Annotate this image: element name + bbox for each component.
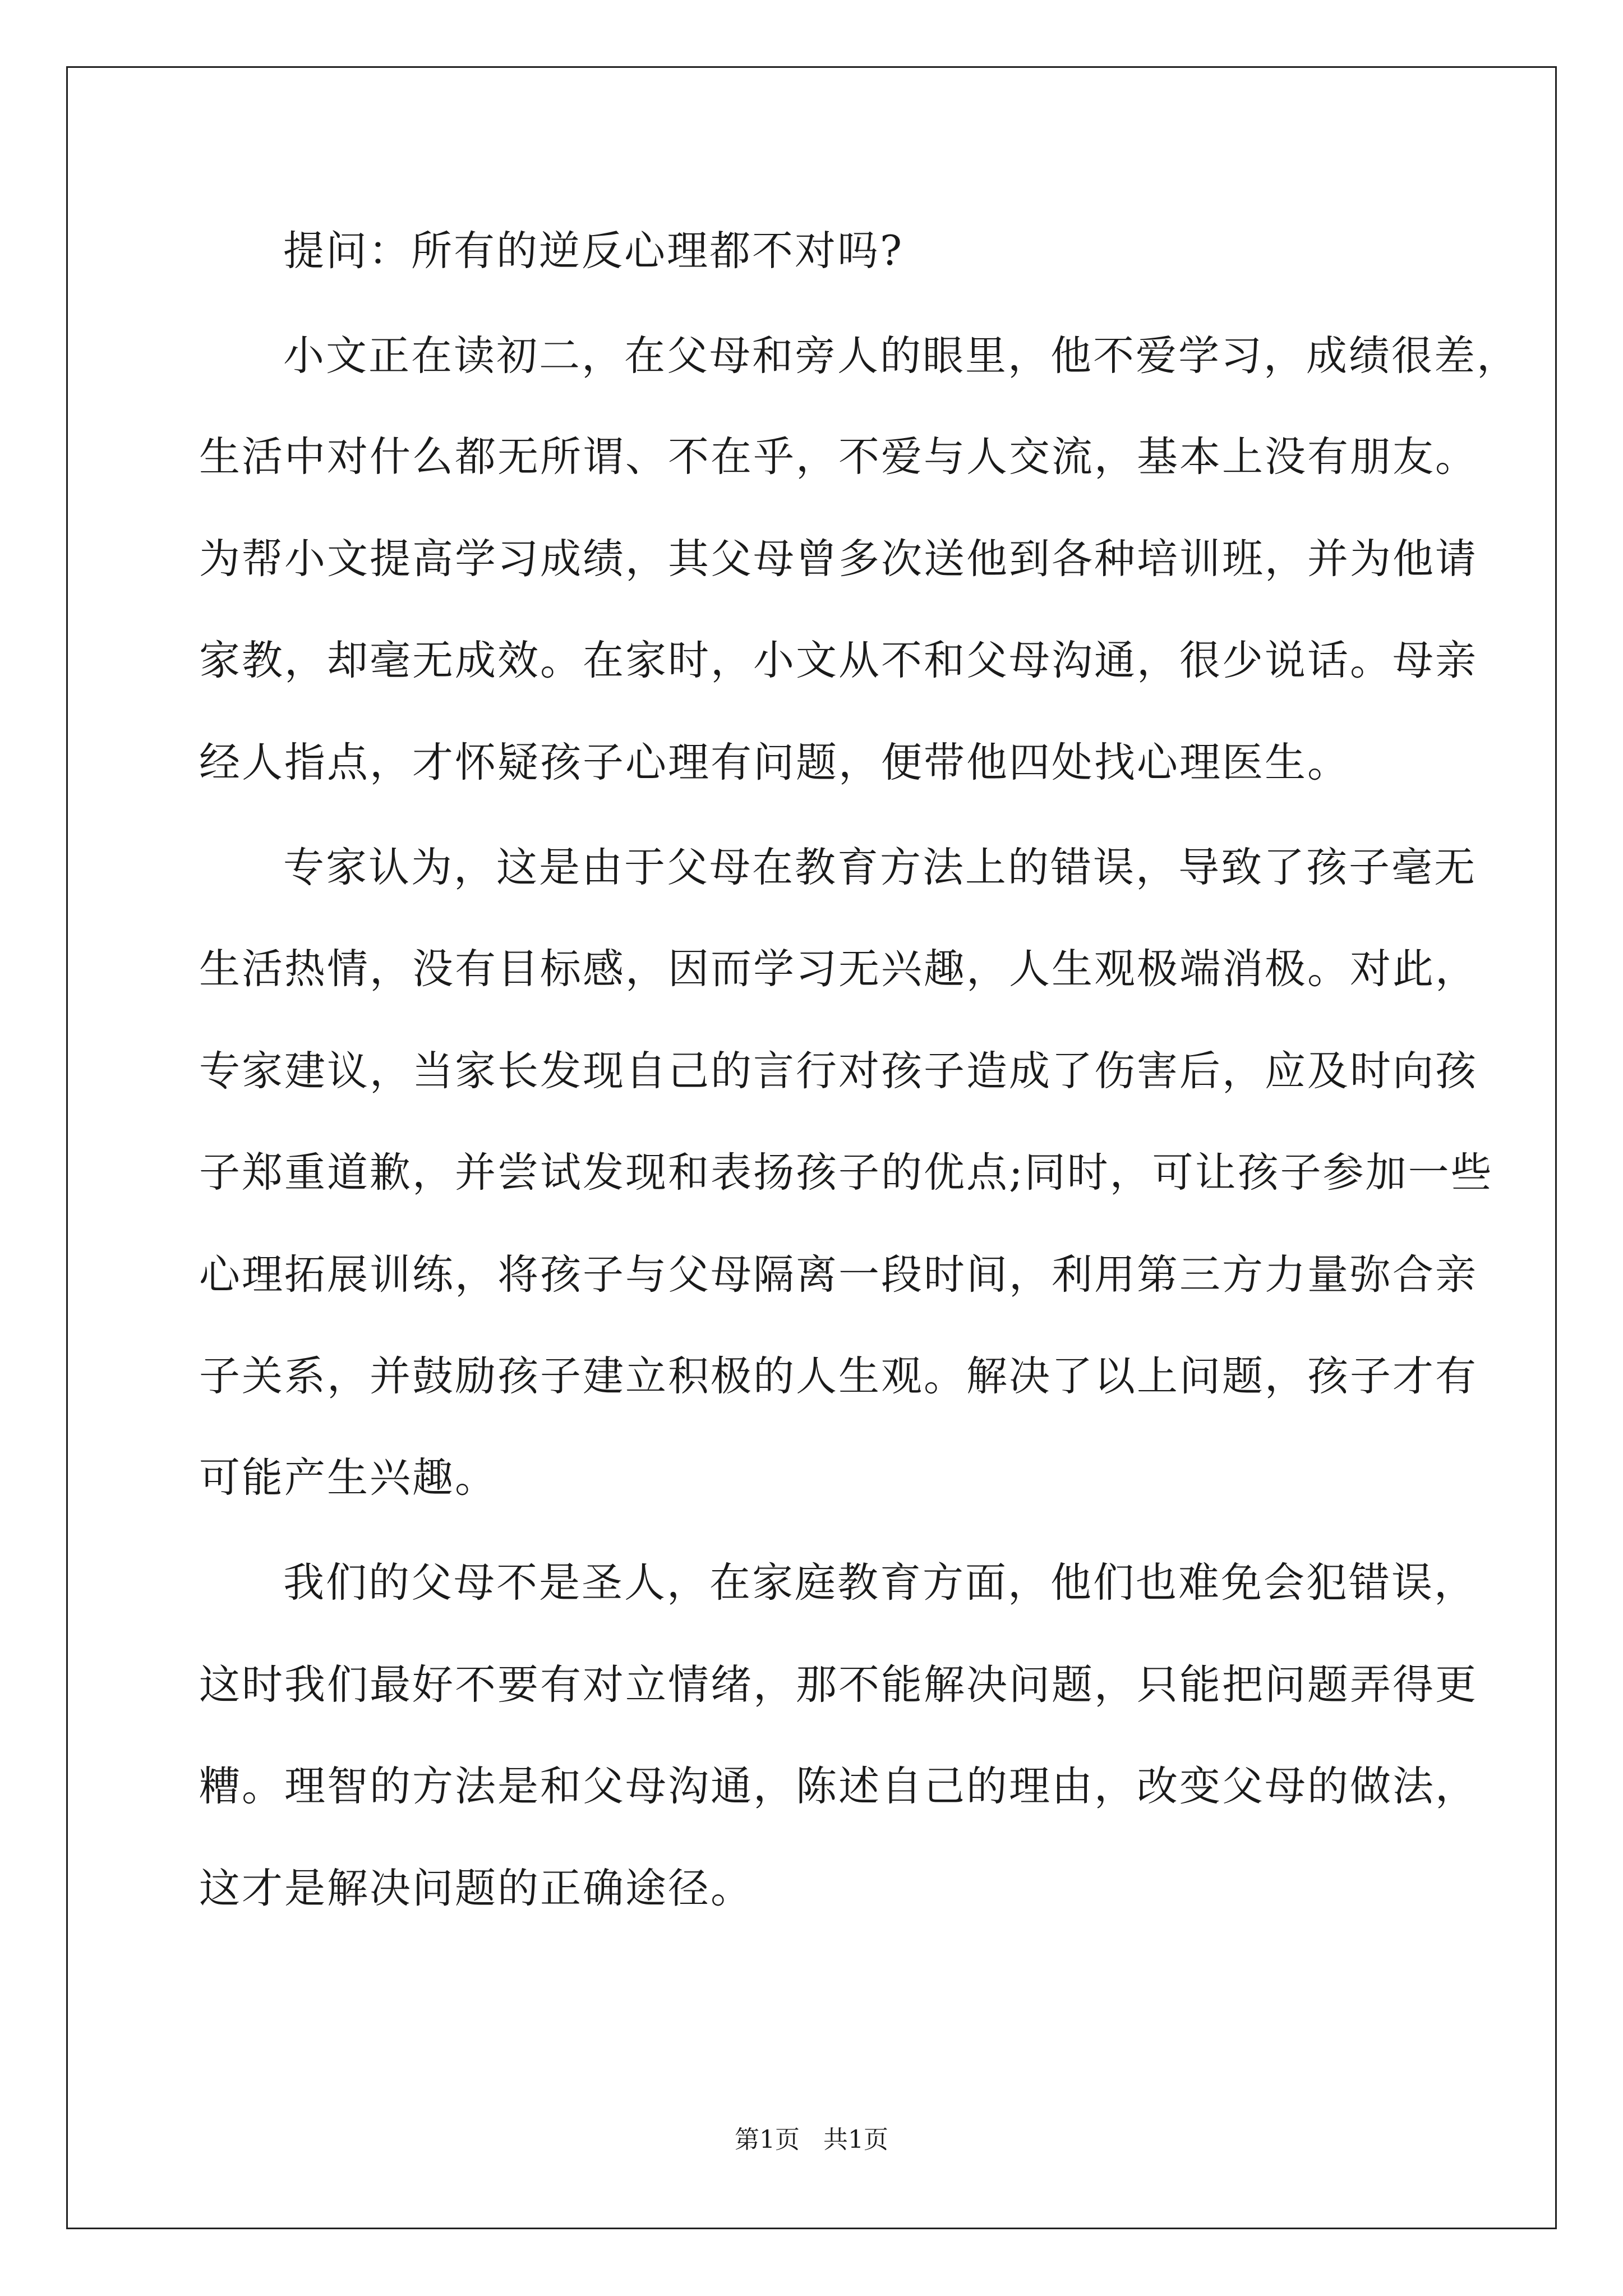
text-line: 提问：所有的逆反心理都不对吗?: [283, 227, 904, 275]
text-line: 可能产生兴趣。: [199, 1454, 497, 1502]
text-line: 这才是解决问题的正确途径。: [199, 1865, 753, 1912]
text-line: 生活中对什么都无所谓、不在乎，不爱与人交流，基本上没有朋友。: [199, 433, 1478, 481]
text-line: 子郑重道歉，并尝试发现和表扬孩子的优点;同时，可让孩子参加一些: [199, 1149, 1493, 1197]
text-line: 子关系，并鼓励孩子建立积极的人生观。解决了以上问题，孩子才有: [199, 1352, 1478, 1400]
page-number-footer: 第1页 共1页: [735, 2125, 888, 2154]
text-line: 生活热情，没有目标感，因而学习无兴趣，人生观极端消极。对此，: [199, 945, 1478, 993]
text-line: 心理拓展训练，将孩子与父母隔离一段时间，利用第三方力量弥合亲: [199, 1251, 1478, 1299]
text-line: 这时我们最好不要有对立情绪，那不能解决问题，只能把问题弄得更: [199, 1661, 1478, 1709]
text-line: 经人指点，才怀疑孩子心理有问题，便带他四处找心理医生。: [199, 739, 1350, 786]
text-line: 专家认为，这是由于父母在教育方法上的错误，导致了孩子毫无: [283, 844, 1477, 891]
text-line: 家教，却毫无成效。在家时，小文从不和父母沟通，很少说话。母亲: [199, 637, 1478, 684]
text-line: 我们的父母不是圣人，在家庭教育方面，他们也难免会犯错误，: [283, 1559, 1477, 1607]
text-line: 糟。理智的方法是和父母沟通，陈述自己的理由，改变父母的做法，: [199, 1763, 1478, 1810]
text-line: 为帮小文提高学习成绩，其父母曾多次送他到各种培训班，并为他请: [199, 535, 1478, 583]
text-line: 专家建议，当家长发现自己的言行对孩子造成了伤害后，应及时向孩: [199, 1047, 1478, 1095]
text-line: 小文正在读初二，在父母和旁人的眼里，他不爱学习，成绩很差，: [283, 332, 1519, 380]
